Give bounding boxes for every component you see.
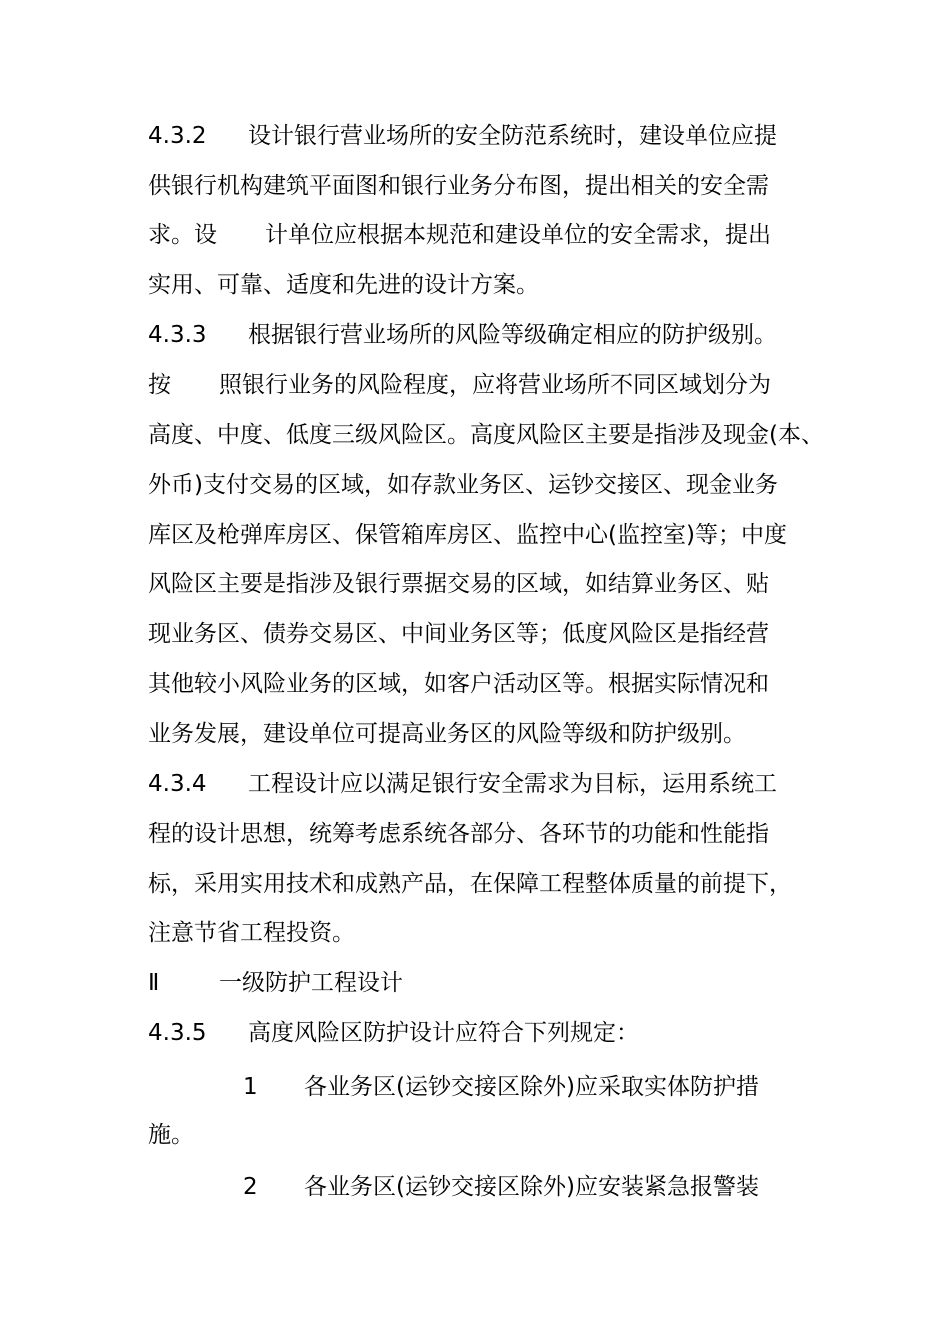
section-title: 一级防护工程设计 <box>219 970 403 996</box>
clause-4-3-3-line-1 <box>148 320 777 350</box>
line-text: 施。 <box>148 1122 194 1148</box>
paragraph-line <box>148 619 769 649</box>
paragraph-line <box>148 869 792 899</box>
paragraph-line <box>148 270 539 300</box>
clause-4-3-4-line-1 <box>148 769 777 799</box>
clause-4-3-5-line-1 <box>148 1018 639 1048</box>
paragraph-line <box>148 370 771 400</box>
line-text: 现业务区、债券交易区、中间业务区等；低度风险区是指经营 <box>148 621 769 647</box>
clause-number: 4.3.2 <box>148 123 207 149</box>
paragraph-line <box>148 918 355 948</box>
clause-number: 4.3.3 <box>148 322 207 348</box>
clause-text: 设计银行营业场所的安全防范系统时，建设单位应提 <box>248 123 777 149</box>
section-number: Ⅱ <box>148 970 160 996</box>
item-number: 2 <box>243 1174 258 1200</box>
list-item-1 <box>243 1072 759 1102</box>
paragraph-line <box>148 220 771 250</box>
line-text: 高度、中度、低度三级风险区。高度风险区主要是指涉及现金(本、 <box>148 422 824 448</box>
clause-number: 4.3.4 <box>148 771 207 797</box>
line-text: 外币)支付交易的区域，如存款业务区、运钞交接区、现金业务 <box>148 472 778 498</box>
line-text: 标，采用实用技术和成熟产品，在保障工程整体质量的前提下， <box>148 871 792 897</box>
line-text: 注意节省工程投资。 <box>148 920 355 946</box>
item-text: 各业务区(运钞交接区除外)应安装紧急报警装 <box>304 1174 759 1200</box>
line-text: 风险区主要是指涉及银行票据交易的区域，如结算业务区、贴 <box>148 571 769 597</box>
paragraph-line <box>148 520 787 550</box>
line-text-part: 求。设 <box>148 222 217 248</box>
clause-text: 根据银行营业场所的风险等级确定相应的防护级别。 <box>248 322 777 348</box>
clause-text: 高度风险区防护设计应符合下列规定： <box>248 1020 639 1046</box>
paragraph-line <box>148 819 769 849</box>
line-text: 实用、可靠、适度和先进的设计方案。 <box>148 272 539 298</box>
line-text-part: 计单位应根据本规范和建设单位的安全需求，提出 <box>265 222 771 248</box>
line-text: 程的设计思想，统筹考虑系统各部分、各环节的功能和性能指 <box>148 821 769 847</box>
clause-number: 4.3.5 <box>148 1020 207 1046</box>
list-item-2 <box>243 1172 759 1202</box>
paragraph-line <box>148 171 769 201</box>
line-text: 业务发展，建设单位可提高业务区的风险等级和防护级别。 <box>148 721 746 747</box>
line-text-part: 照银行业务的风险程度，应将营业场所不同区域划分为 <box>219 372 771 398</box>
item-number: 1 <box>243 1074 258 1100</box>
clause-text: 工程设计应以满足银行安全需求为目标，运用系统工 <box>248 771 777 797</box>
line-text: 其他较小风险业务的区域，如客户活动区等。根据实际情况和 <box>148 671 769 697</box>
paragraph-line <box>148 669 769 699</box>
paragraph-line <box>148 569 769 599</box>
paragraph-line <box>148 420 824 450</box>
line-text-part: 按 <box>148 372 171 398</box>
item-text: 各业务区(运钞交接区除外)应采取实体防护措 <box>304 1074 759 1100</box>
section-heading <box>148 968 403 998</box>
line-text: 库区及枪弹库房区、保管箱库房区、监控中心(监控室)等；中度 <box>148 522 787 548</box>
line-text: 供银行机构建筑平面图和银行业务分布图，提出相关的安全需 <box>148 173 769 199</box>
paragraph-line <box>148 719 746 749</box>
clause-4-3-2-line-1 <box>148 121 777 151</box>
paragraph-line <box>148 470 778 500</box>
paragraph-line <box>148 1120 194 1150</box>
